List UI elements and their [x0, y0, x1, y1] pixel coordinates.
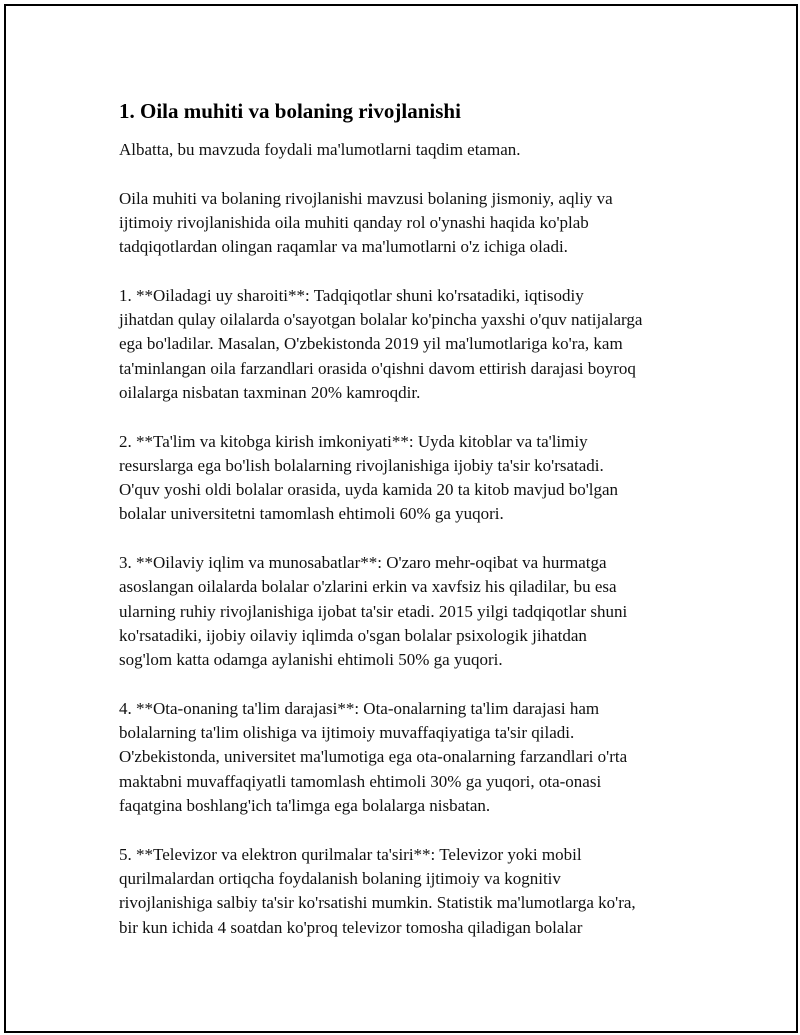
- paragraph-line: 5. **Televizor va elektron qurilmalar ta'siri**: Televizor yoki mobil: [119, 844, 582, 864]
- paragraph-line: jihatdan qulay oilalarda o'sayotgan bolalar ko'pincha yaxshi o'quv natijalarga: [119, 310, 643, 330]
- paragraph-line: O'quv yoshi oldi bolalar orasida, uyda kamida 20 ta kitob mavjud bo'lgan: [119, 480, 619, 500]
- paragraph-line: 2. **Ta'lim va kitobga kirish imkoniyati**: Uyda kitoblar va ta'limiy: [119, 431, 588, 451]
- intro-paragraph: [119, 138, 699, 162]
- paragraph-line: maktabni muvaffaqiyatli tamomlash ehtimoli 30% ga yuqori, ota-onasi: [119, 771, 602, 791]
- paragraph-line: Oila muhiti va bolaning rivojlanishi mavzusi bolaning jismoniy, aqliy va: [119, 188, 613, 208]
- paragraph-line: oilalarga nisbatan taxminan 20% kamroqdir.: [119, 382, 421, 402]
- point-2-paragraph: [119, 430, 699, 527]
- document-body: [119, 98, 699, 964]
- paragraph-line: faqatgina boshlang'ich ta'limga ega bolalarga nisbatan.: [119, 796, 491, 816]
- paragraph-line: ega bo'ladilar. Masalan, O'zbekistonda 2019 yil ma'lumotlariga ko'ra, kam: [119, 334, 623, 354]
- overview-paragraph: [119, 187, 699, 260]
- point-1-paragraph: [119, 284, 699, 405]
- paragraph-line: resurslarga ega bo'lish bolalarning rivojlanishiga ijobiy ta'sir ko'rsatadi.: [119, 455, 604, 475]
- page-frame: [4, 4, 798, 1033]
- paragraph-line: tadqiqotlardan olingan raqamlar va ma'lumotlarni o'z ichiga oladi.: [119, 237, 568, 257]
- paragraph-line: rivojlanishiga salbiy ta'sir ko'rsatishi mumkin. Statistik ma'lumotlarga ko'ra,: [119, 893, 636, 913]
- point-5-paragraph: [119, 843, 699, 940]
- paragraph-line: asoslangan oilalarda bolalar o'zlarini erkin va xavfsiz his qiladilar, bu esa: [119, 577, 617, 597]
- paragraph-line: bir kun ichida 4 soatdan ko'proq televizor tomosha qiladigan bolalar: [119, 917, 583, 937]
- paragraph-line: ko'rsatadiki, ijobiy oilaviy iqlimda o'sgan bolalar psixologik jihatdan: [119, 625, 587, 645]
- point-3-paragraph: [119, 551, 699, 672]
- paragraph-line: bolalarning ta'lim olishiga va ijtimoiy muvaffaqiyatiga ta'sir qiladi.: [119, 723, 575, 743]
- paragraph-line: ta'minlangan oila farzandlari orasida o'qishni davom ettirish darajasi boyroq: [119, 358, 636, 378]
- paragraph-line: Albatta, bu mavzuda foydali ma'lumotlarni taqdim etaman.: [119, 140, 521, 159]
- paragraph-line: qurilmalardan ortiqcha foydalanish bolaning ijtimoiy va kognitiv: [119, 868, 561, 888]
- paragraph-line: bolalar universitetni tamomlash ehtimoli 60% ga yuqori.: [119, 504, 504, 524]
- paragraph-line: 1. **Oiladagi uy sharoiti**: Tadqiqotlar shuni ko'rsatadiki, iqtisodiy: [119, 285, 584, 305]
- paragraph-line: ijtimoiy rivojlanishida oila muhiti qanday rol o'ynashi haqida ko'plab: [119, 212, 589, 232]
- paragraph-line: O'zbekistonda, universitet ma'lumotiga ega ota-onalarning farzandlari o'rta: [119, 747, 628, 767]
- document-title: 1. Oila muhiti va bolaning rivojlanishi: [119, 99, 461, 123]
- paragraph-line: 3. **Oilaviy iqlim va munosabatlar**: O'zaro mehr-oqibat va hurmatga: [119, 553, 607, 573]
- paragraph-line: sog'lom katta odamga aylanishi ehtimoli 50% ga yuqori.: [119, 650, 503, 670]
- paragraph-line: 4. **Ota-onaning ta'lim darajasi**: Ota-onalarning ta'lim darajasi ham: [119, 698, 600, 718]
- point-4-paragraph: [119, 697, 699, 818]
- paragraph-line: ularning ruhiy rivojlanishiga ijobat ta'sir etadi. 2015 yilgi tadqiqotlar shuni: [119, 601, 628, 621]
